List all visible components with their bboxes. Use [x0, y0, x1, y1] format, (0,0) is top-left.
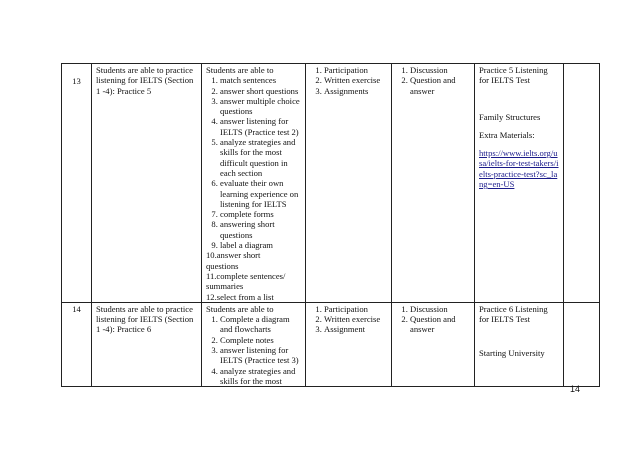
ielts-practice-link[interactable]: https://www.ielts.org/usa/ielts-for-test-takers/ielts-practice-test?sc_lang=en-US [479, 148, 559, 190]
methods-list [310, 304, 387, 335]
list-item: 1. Participation [324, 65, 387, 75]
methods-cell [306, 302, 392, 386]
materials-cell [475, 302, 564, 386]
list-item: 3. Assignments [324, 86, 387, 96]
assessment-list [396, 65, 470, 96]
list-item: summaries [206, 281, 244, 292]
list-item: 2. Complete notes [220, 335, 301, 345]
objective-cell: Students are able to practice listening for IELTS (Section 1 -4): Practice 5 [92, 64, 202, 303]
activities-list [206, 75, 301, 250]
list-item: 1. Complete a diagram and flowcharts [220, 314, 301, 335]
list-item: 2. Written exercise [324, 314, 387, 324]
list-item: 1. Discussion [410, 304, 470, 314]
list-item: 2. Question and answer [410, 75, 470, 96]
extra-materials-label: Extra Materials: [479, 129, 535, 140]
list-item: 1. Discussion [410, 65, 470, 75]
list-item: 10.answer short [206, 250, 261, 261]
page-number: 14 [570, 384, 581, 394]
activities-intro: Students are able to [206, 303, 274, 314]
assessment-cell [392, 64, 475, 303]
objective-cell: Students are able to practice listening for IELTS (Section 1 -4): Practice 6 [92, 302, 202, 386]
syllabus-table [61, 63, 600, 387]
list-item: 9. label a diagram [220, 240, 301, 250]
table-row [62, 64, 600, 303]
list-item: 3. Assignment [324, 324, 387, 334]
list-item: 2. Question and answer [410, 314, 470, 335]
list-item: 3. answer multiple choice questions [220, 96, 301, 117]
methods-cell [306, 64, 392, 303]
assessment-cell [392, 302, 475, 386]
list-item: 7. complete forms [220, 209, 301, 219]
list-item: questions [206, 260, 239, 271]
methods-list [310, 65, 387, 96]
list-item: 5. analyze strategies and skills for the most difficult question in each section [220, 137, 301, 178]
list-item: 8. answering short questions [220, 219, 301, 240]
list-item: 1. match sentences [220, 75, 301, 85]
activities-list [206, 314, 301, 386]
list-item: 6. evaluate their own learning experience on listening for IELTS [220, 178, 301, 209]
activities-intro: Students are able to [206, 65, 274, 75]
activities-cell [202, 64, 306, 303]
list-item: 12.select from a list [206, 291, 274, 302]
empty-cell [564, 64, 600, 303]
assessment-list [396, 304, 470, 335]
table-row [62, 302, 600, 386]
list-item: 1. Participation [324, 304, 387, 314]
activities-cell [202, 302, 306, 386]
list-item: 4. analyze strategies and skills for the most [220, 366, 301, 387]
materials-cell [475, 64, 564, 303]
materials-title: Practice 5 Listening for IELTS Test [479, 65, 548, 86]
materials-topic: Starting University [479, 348, 545, 359]
empty-cell [564, 302, 600, 386]
row-number: 13 [62, 64, 92, 303]
materials-title: Practice 6 Listening for IELTS Test [479, 303, 548, 325]
list-item: 3. answer listening for IELTS (Practice test 3) [220, 345, 301, 366]
list-item: 4. answer listening for IELTS (Practice test 2) [220, 116, 301, 137]
materials-topic: Family Structures [479, 111, 541, 122]
list-item: 11.complete sentences/ [206, 270, 286, 281]
list-item: 2. answer short questions [220, 86, 301, 96]
row-number: 14 [62, 302, 92, 386]
list-item: 2. Written exercise [324, 75, 387, 85]
